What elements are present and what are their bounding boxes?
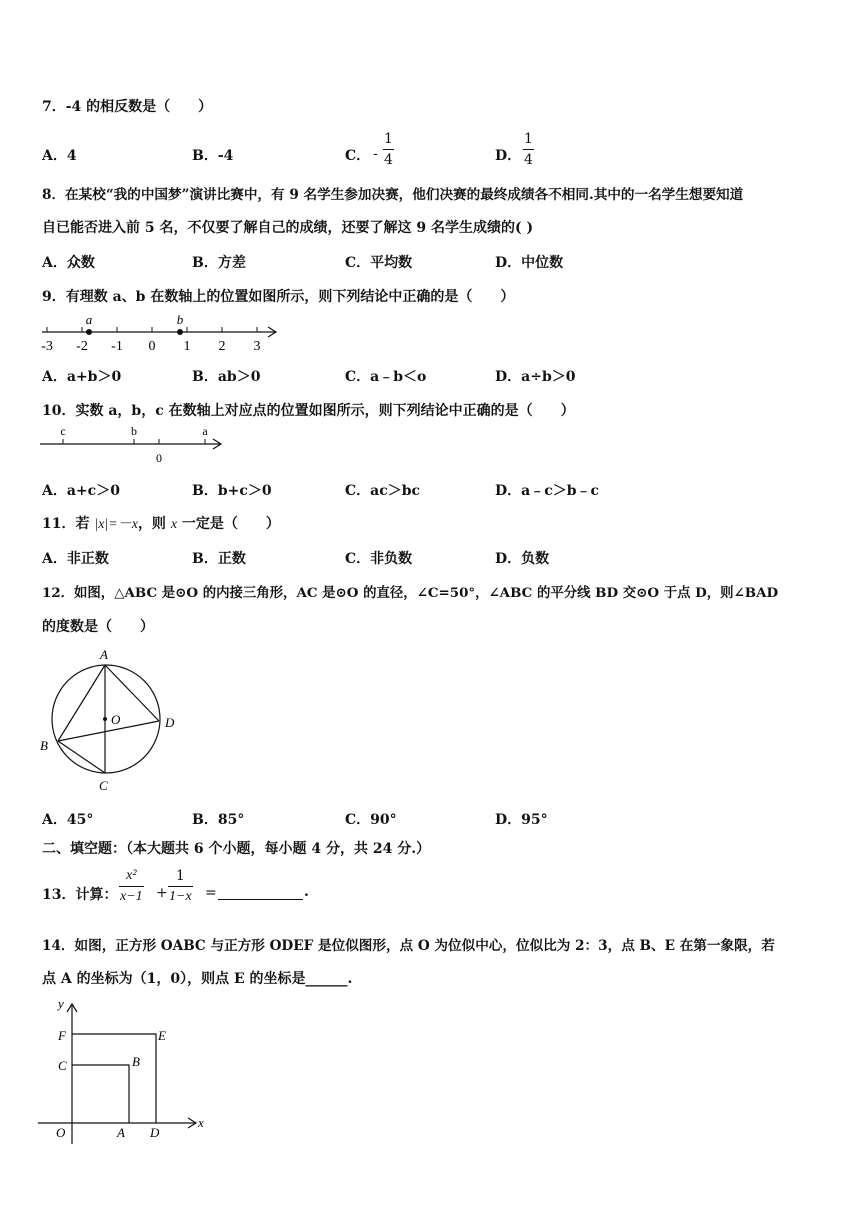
q12-stem-line1: 12．如图，△ABC 是⊙O 的内接三角形，AC 是⊙O 的直径，∠C=50°，∠ABC 的平分线 BD 交⊙O 于点 D，则∠BAD: [42, 585, 779, 601]
q7-option-d-label: D．: [495, 148, 522, 164]
q10-label-b: b: [131, 424, 137, 438]
q7-stem: 7．-4 的相反数是（ ）: [42, 99, 213, 115]
q13-plus-sign: +: [156, 885, 168, 901]
q10-option-c: C．ac＞bc: [345, 483, 421, 499]
q9-tick-label: 1: [183, 339, 191, 354]
q12-label-a: A: [100, 647, 108, 662]
q12-option-b: B．85°: [192, 812, 245, 828]
q14-label-o: O: [56, 1125, 66, 1140]
q10-number-line: [38, 420, 228, 468]
q13-answer-blank[interactable]: [218, 899, 303, 900]
q12-segment-ab: [58, 665, 105, 741]
q10-option-b: B．b+c＞0: [192, 483, 272, 499]
q14-label-c: C: [58, 1058, 67, 1073]
q14-label-y: y: [58, 996, 64, 1011]
q11-stem-mid: ，则: [137, 516, 171, 532]
q7-option-c-denominator: 4: [383, 149, 394, 167]
q14-label-d: D: [150, 1125, 160, 1140]
q8-stem-line1: 8．在某校“我的中国梦”演讲比赛中，有 9 名学生参加决赛，他们决赛的最终成绩各不相同.其中的一名学生想要知道: [42, 187, 744, 203]
q11-option-c: C．非负数: [345, 551, 413, 567]
q9-tick-label: -3: [41, 339, 53, 354]
q12-stem-line2: 的度数是（ ）: [42, 619, 154, 635]
q9-tick-label: 3: [253, 339, 261, 354]
q7-option-c-fraction: [383, 132, 394, 167]
q12-label-c: C: [99, 778, 108, 793]
q9-number-line: [38, 310, 283, 356]
q10-label-c: c: [60, 424, 66, 438]
q9-point-a: [86, 329, 92, 335]
q14-stem-line1: 14．如图，正方形 OABC 与正方形 ODEF 是位似图形，点 O 为位似中心，位似比为 2：3，点 B、E 在第一象限，若: [42, 938, 775, 954]
q8-option-b: B．方差: [192, 255, 246, 271]
q11-stem-suffix: 一定是（ ）: [177, 516, 280, 532]
q8-option-c: C．平均数: [345, 255, 413, 271]
q13-equals-sign: =: [205, 885, 217, 901]
q12-label-d: D: [165, 715, 175, 730]
q12-circle-figure: [36, 644, 186, 796]
q7-option-b: B．-4: [192, 148, 234, 164]
q14-label-e: E: [158, 1028, 166, 1043]
q12-center-point: [103, 717, 107, 721]
q14-label-b: B: [132, 1054, 140, 1069]
q9-point-b: [177, 329, 183, 335]
q7-option-c-label: C．: [345, 148, 371, 164]
q9-option-a: A．a+b＞0: [42, 369, 122, 385]
q8-option-d: D．中位数: [495, 255, 564, 271]
q11-option-d: D．负数: [495, 551, 550, 567]
q14-label-a: A: [117, 1125, 125, 1140]
q10-option-d: D．a﹣c＞b﹣c: [495, 483, 600, 499]
q9-tick-label: 2: [218, 339, 226, 354]
q9-option-b: B．ab＞0: [192, 369, 261, 385]
q7-option-d-fraction: [523, 132, 534, 167]
q14-square-oabc: [72, 1065, 129, 1123]
q10-label-zero: 0: [156, 451, 162, 465]
q9-tick-label: -2: [76, 339, 88, 354]
q14-label-x: x: [198, 1115, 204, 1130]
q11-stem-prefix: 11．若: [42, 516, 95, 532]
q12-label-b: B: [40, 738, 48, 753]
q13-fraction-1-numerator: x²: [126, 868, 137, 883]
q14-label-f: F: [58, 1028, 66, 1043]
q10-label-a: a: [202, 424, 208, 438]
q14-coordinate-figure: [38, 994, 210, 1144]
q13-fraction-1: [119, 869, 144, 904]
q7-option-a: A．4: [42, 148, 77, 164]
q9-ticks: [41, 327, 260, 354]
q9-option-d: D．a÷b＞0: [495, 369, 576, 385]
q13-period: .: [304, 884, 309, 900]
q9-tick-label: -1: [111, 339, 123, 354]
q11-option-b: B．正数: [192, 551, 246, 567]
q8-option-a: A．众数: [42, 255, 95, 271]
q7-option-d-numerator: 1: [524, 131, 533, 147]
q9-tick-label: 0: [148, 339, 156, 354]
q9-stem: 9．有理数 a、b 在数轴上的位置如图所示，则下列结论中正确的是（ ）: [42, 289, 515, 305]
q13-prefix: 13．计算：: [42, 887, 118, 903]
q10-stem: 10．实数 a，b，c 在数轴上对应点的位置如图所示，则下列结论中正确的是（ ）: [42, 403, 575, 419]
q7-option-c-numerator: 1: [384, 131, 393, 147]
q9-option-c: C．a﹣b＜o: [345, 369, 427, 385]
q14-square-odef: [72, 1034, 156, 1123]
q12-option-d: D．95°: [495, 812, 548, 828]
q9-point-a-label: a: [85, 312, 93, 327]
q11-variable-x: x: [170, 517, 178, 532]
q7-option-c-sign: -: [373, 146, 378, 162]
section-heading-fill-in: 二、填空题：（本大题共 6 个小题，每小题 4 分，共 24 分.）: [42, 841, 431, 857]
q11-abs-expression: |x|=－x: [94, 517, 138, 532]
q8-stem-line2: 自已能否进入前 5 名，不仅要了解自己的成绩，还要了解这 9 名学生成绩的( ): [42, 220, 534, 236]
q14-stem-line2: 点 A 的坐标为（1，0），则点 E 的坐标是______.: [42, 971, 353, 987]
q12-segment-bd: [58, 721, 159, 741]
q13-fraction-2: [168, 869, 193, 904]
q10-option-a: A．a+c＞0: [42, 483, 120, 499]
q12-segment-bc: [58, 741, 105, 773]
q12-label-o: O: [111, 712, 121, 727]
q13-fraction-2-numerator: 1: [175, 868, 185, 884]
q12-option-c: C．90°: [345, 812, 397, 828]
q11-stem: [42, 513, 280, 533]
q12-option-a: A．45°: [42, 812, 94, 828]
q13-fraction-1-denominator: x−1: [119, 886, 144, 904]
q11-option-a: A．非正数: [42, 551, 109, 567]
q13-fraction-2-denominator: 1−x: [168, 886, 193, 904]
q9-point-b-label: b: [176, 312, 184, 327]
q7-option-d-denominator: 4: [523, 149, 534, 167]
